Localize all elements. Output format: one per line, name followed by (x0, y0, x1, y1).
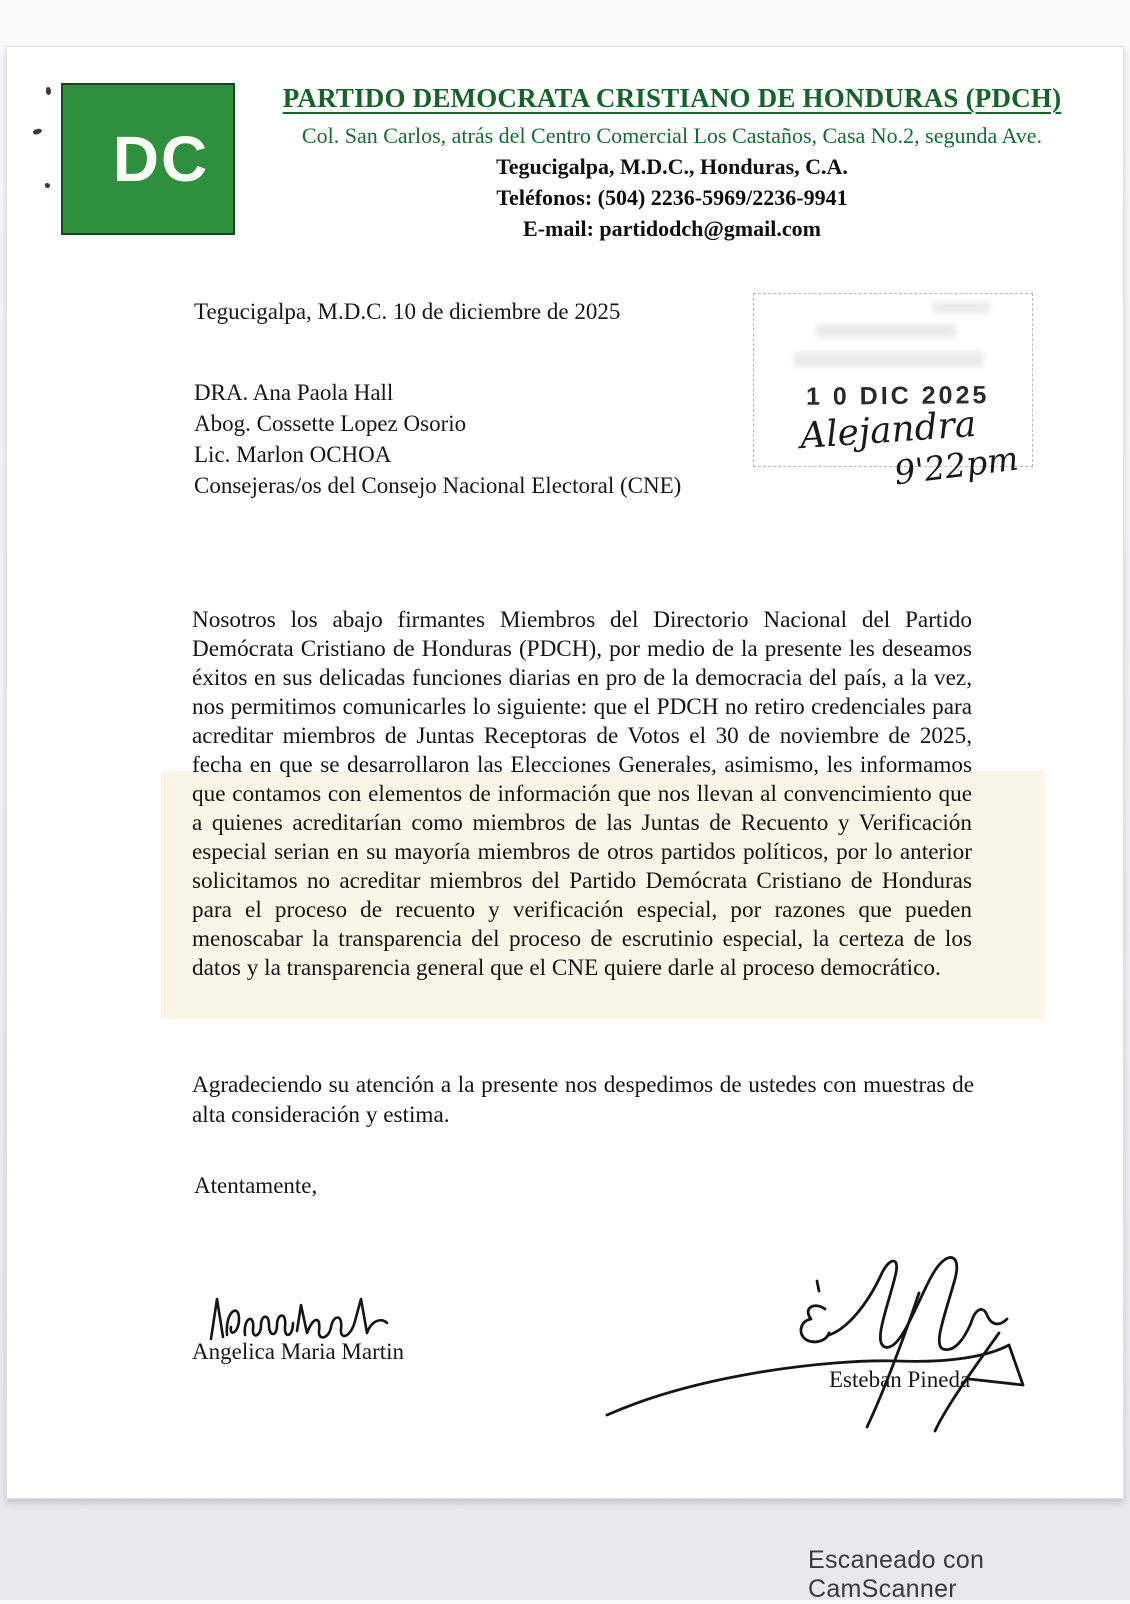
camscanner-credit: Escaneado con CamScanner (808, 1546, 985, 1603)
signer-name-left: Angelica Maria Martin (192, 1339, 405, 1364)
letter-salutation: Atentamente, (194, 1173, 318, 1198)
received-stamp (753, 293, 1033, 493)
ink-speck (32, 128, 42, 136)
recipient-line: DRA. Ana Paola Hall (194, 380, 394, 405)
org-city: Tegucigalpa, M.D.C., Honduras, C.A. (496, 154, 848, 179)
stamp-handwritten-time: 9'22pm (892, 438, 1021, 493)
letter-closing: Agradeciendo su atención a la presente nos despedimos de ustedes con muestras de alta consideración y estima. (192, 1072, 974, 1129)
party-logo-text: DC (112, 123, 210, 195)
org-address: Col. San Carlos, atrás del Centro Comercial Los Castaños, Casa No.2, segunda Ave. (301, 123, 1043, 148)
letterhead (257, 83, 1087, 242)
stamp-faint-text (794, 352, 984, 367)
stamp-handwritten-name: Alejandra (798, 403, 978, 458)
recipient-line: Consejeras/os del Consejo Nacional Electoral (CNE) (194, 473, 682, 498)
ink-speck (45, 183, 50, 188)
recipient-block (194, 377, 681, 501)
ink-speck (46, 87, 51, 95)
recipient-line: Lic. Marlon OCHOA (194, 442, 392, 467)
signer-name-right: Esteban Pineda (829, 1367, 971, 1392)
stamp-date: 1 0 DIC 2025 (805, 381, 990, 411)
signature-esteban (567, 1247, 1027, 1482)
letter-page (6, 46, 1124, 1499)
party-logo (61, 83, 235, 235)
org-phones: Teléfonos: (504) 2236-5969/2236-9941 (496, 185, 848, 210)
org-name: PARTIDO DEMOCRATA CRISTIANO DE HONDURAS (PDCH) (282, 83, 1062, 113)
stamp-faint-text (932, 302, 990, 313)
stamp-faint-text (816, 324, 956, 338)
letter-body: Nosotros los abajo firmantes Miembros del Directorio Nacional del Partido Demócrata Cristiano de Honduras (PDCH), por medio de la presente les deseamos éxitos en sus delicadas funciones diarias en pro de la democracia del país, a la vez, nos permitimos comunicarles lo siguiente: que el PDCH no retiro credenciales para acreditar miembros de Juntas Receptoras de Votos el 30 de noviembre de 2025, fecha en que se desarrollaron las Elecciones Generales, asimismo, les informamos que contamos con elementos de información que nos llevan al convencimiento que a quienes acreditarían como miembros de las Juntas de Recuento y Verificación especial serian en su mayoría miembros de otros partidos políticos, por lo anterior solicitamos no acreditar miembros del Partido Demócrata Cristiano de Honduras para el proceso de recuento y verificación especial, por razones que pueden menoscabar la transparencia del proceso de escrutinio especial, la certeza de los datos y la transparencia general que el CNE quiere darle al proceso democrático. (192, 607, 972, 982)
letter-dateline: Tegucigalpa, M.D.C. 10 de diciembre de 2025 (194, 299, 621, 324)
recipient-line: Abog. Cossette Lopez Osorio (194, 411, 467, 436)
org-email: E-mail: partidodch@gmail.com (523, 216, 821, 241)
